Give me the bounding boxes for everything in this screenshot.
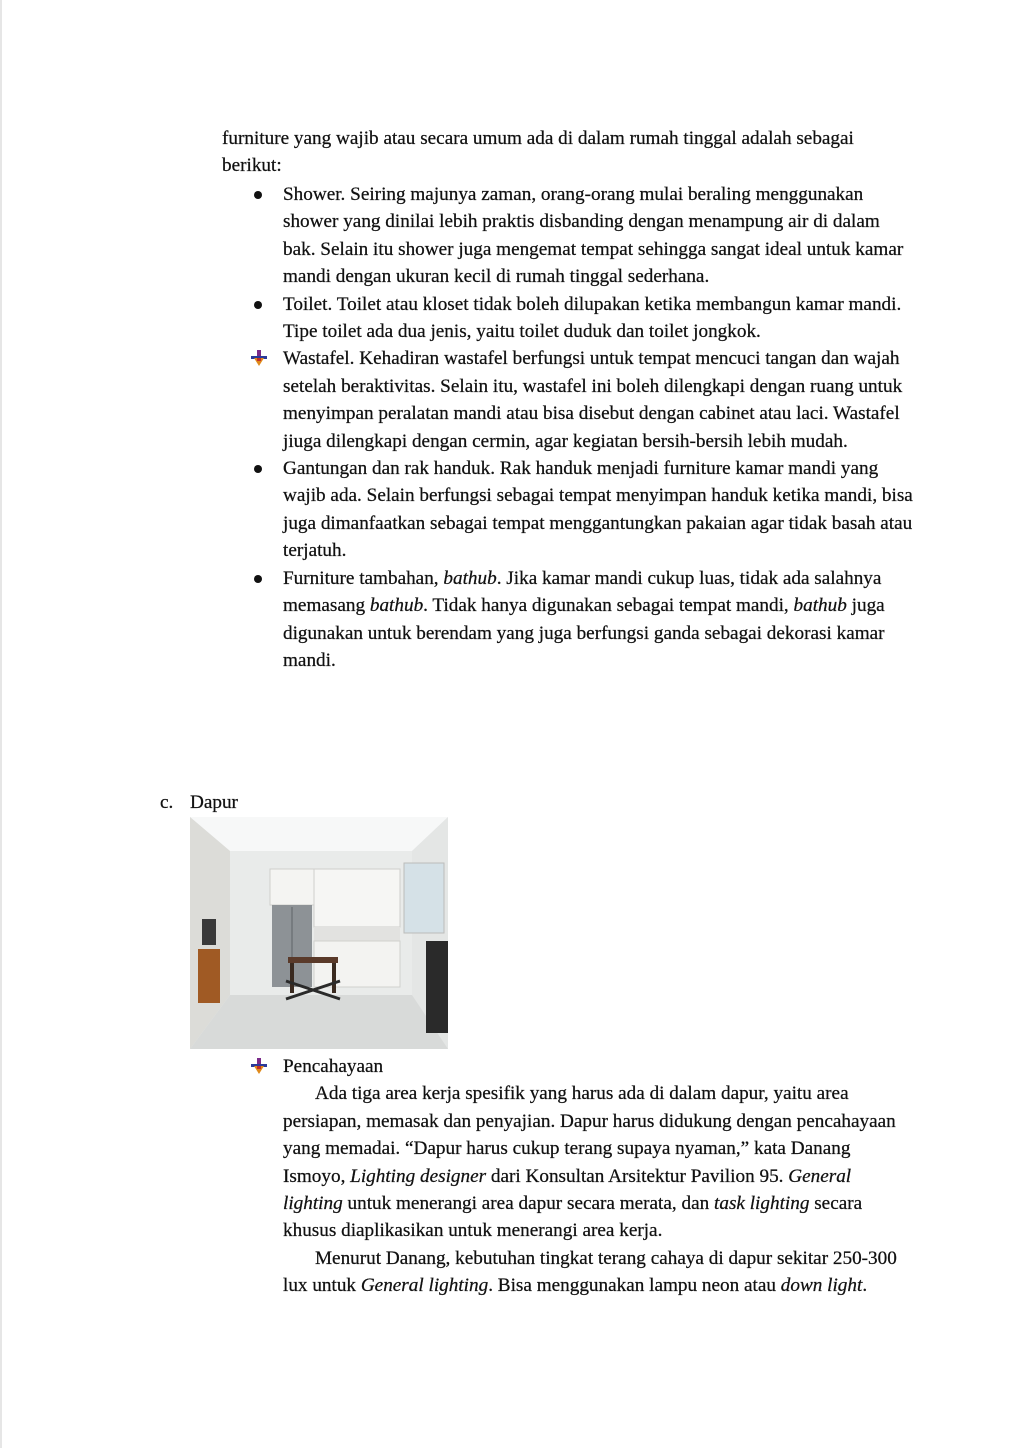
item-text: Seiring majunya zaman, orang-orang mulai beraling menggunakan shower yang dinilai lebih praktis disbanding dengan menampung air di dalam bak. Selain itu shower juga mengemat tempat sehingga sangat ideal untuk kamar mandi dengan ukuran kecil di rumah tinggal sederhana. xyxy=(283,184,904,288)
italic-run: task lighting xyxy=(714,1193,810,1215)
italic-run: General lighting xyxy=(360,1275,489,1297)
subsection-title: Pencahayaan xyxy=(283,1056,384,1077)
text-run: . xyxy=(862,1275,868,1297)
section-heading-dapur xyxy=(160,789,238,816)
furniture-list xyxy=(251,181,913,674)
bullet-dot-icon xyxy=(254,301,262,309)
item-label: Wastafel. xyxy=(283,348,355,370)
paragraph xyxy=(251,1080,913,1244)
item-text: Rak handuk menjadi furniture kamar mandi yang wajib ada. Selain berfungsi sebagai tempat menyimpan handuk ketika mandi, bisa juga dimanfaatkan sebagai tempat menggantungkan pakaian agar tidak basah atau terjatuh. xyxy=(283,458,913,562)
item-text-e: . Tidak hanya digunakan sebagai tempat mandi, xyxy=(423,595,794,617)
subsection-heading xyxy=(251,1053,913,1080)
italic-run: down light xyxy=(780,1275,863,1297)
item-label: Shower. xyxy=(283,184,346,205)
item-label: Gantungan dan rak handuk. xyxy=(283,458,496,480)
list-item xyxy=(251,345,913,455)
arrow-down-bullet-icon xyxy=(251,1058,267,1074)
kitchen-photo xyxy=(190,817,448,1049)
italic-bathub: bathub xyxy=(369,595,424,617)
text-run: Menurut Danang, kebutuhan tingkat terang cahaya di dapur sekitar 250-300 lux untuk xyxy=(283,1247,897,1297)
list-item xyxy=(251,455,913,565)
italic-run: Lighting designer xyxy=(350,1165,487,1187)
bullet-dot-icon xyxy=(254,465,262,473)
item-label: Toilet. xyxy=(283,293,333,315)
paragraph xyxy=(251,1245,913,1300)
text-run: secara khusus diaplikasikan untuk menerangi area kerja. xyxy=(283,1193,863,1242)
item-text-a: Furniture tambahan, xyxy=(283,567,444,589)
text-run: untuk menerangi area dapur secara merata, dan xyxy=(342,1193,715,1215)
list-item xyxy=(251,181,913,291)
text-run: dari Konsultan Arsitektur Pavilion 95. xyxy=(486,1165,789,1187)
italic-run: General lighting xyxy=(283,1165,852,1215)
subsection-pencahayaan xyxy=(251,1053,913,1300)
item-text: Kehadiran wastafel berfungsi untuk tempat mencuci tangan dan wajah setelah beraktivitas. Selain itu, wastafel ini boleh dilengkapi dengan ruang untuk menyimpan peralatan mandi atau bisa disebut dengan cabinet atau laci. Wastafel jiuga dilengkapi dengan cermin, agar kegiatan bersih-bersih lebih mudah. xyxy=(283,348,903,452)
text-run: Ada tiga area kerja spesifik yang harus ada di dalam dapur, yaitu area persiapan, memasak dan penyajian. Dapur harus didukung dengan pencahayaan yang memadai. “Dapur harus cukup terang supaya nyaman,” kata Danang Ismoyo, xyxy=(283,1083,896,1187)
page-edge xyxy=(0,0,2,1448)
arrow-down-bullet-icon xyxy=(251,350,267,366)
list-item xyxy=(251,291,913,346)
bullet-dot-icon xyxy=(254,191,262,199)
section-letter: c. xyxy=(160,792,174,813)
section-title: Dapur xyxy=(190,792,238,813)
bullet-dot-icon xyxy=(254,575,262,583)
text-run: . Bisa menggunakan lampu neon atau xyxy=(488,1275,781,1297)
intro-paragraph: furniture yang wajib atau secara umum ada di dalam rumah tinggal adalah sebagai berikut: xyxy=(222,128,854,177)
item-text: Toilet atau kloset tidak boleh dilupakan ketika membangun kamar mandi. Tipe toilet ada dua jenis, yaitu toilet duduk dan toilet jongkok. xyxy=(283,293,902,343)
list-item xyxy=(251,565,913,675)
italic-bathub: bathub xyxy=(793,595,847,617)
italic-bathub: bathub xyxy=(443,567,497,589)
item-text-c: . Jika kamar mandi cukup luas, tidak ada salahnya memasang xyxy=(283,567,882,617)
item-text-g: juga digunakan untuk berendam yang juga berfungsi ganda sebagai dekorasi kamar mandi. xyxy=(283,595,885,671)
